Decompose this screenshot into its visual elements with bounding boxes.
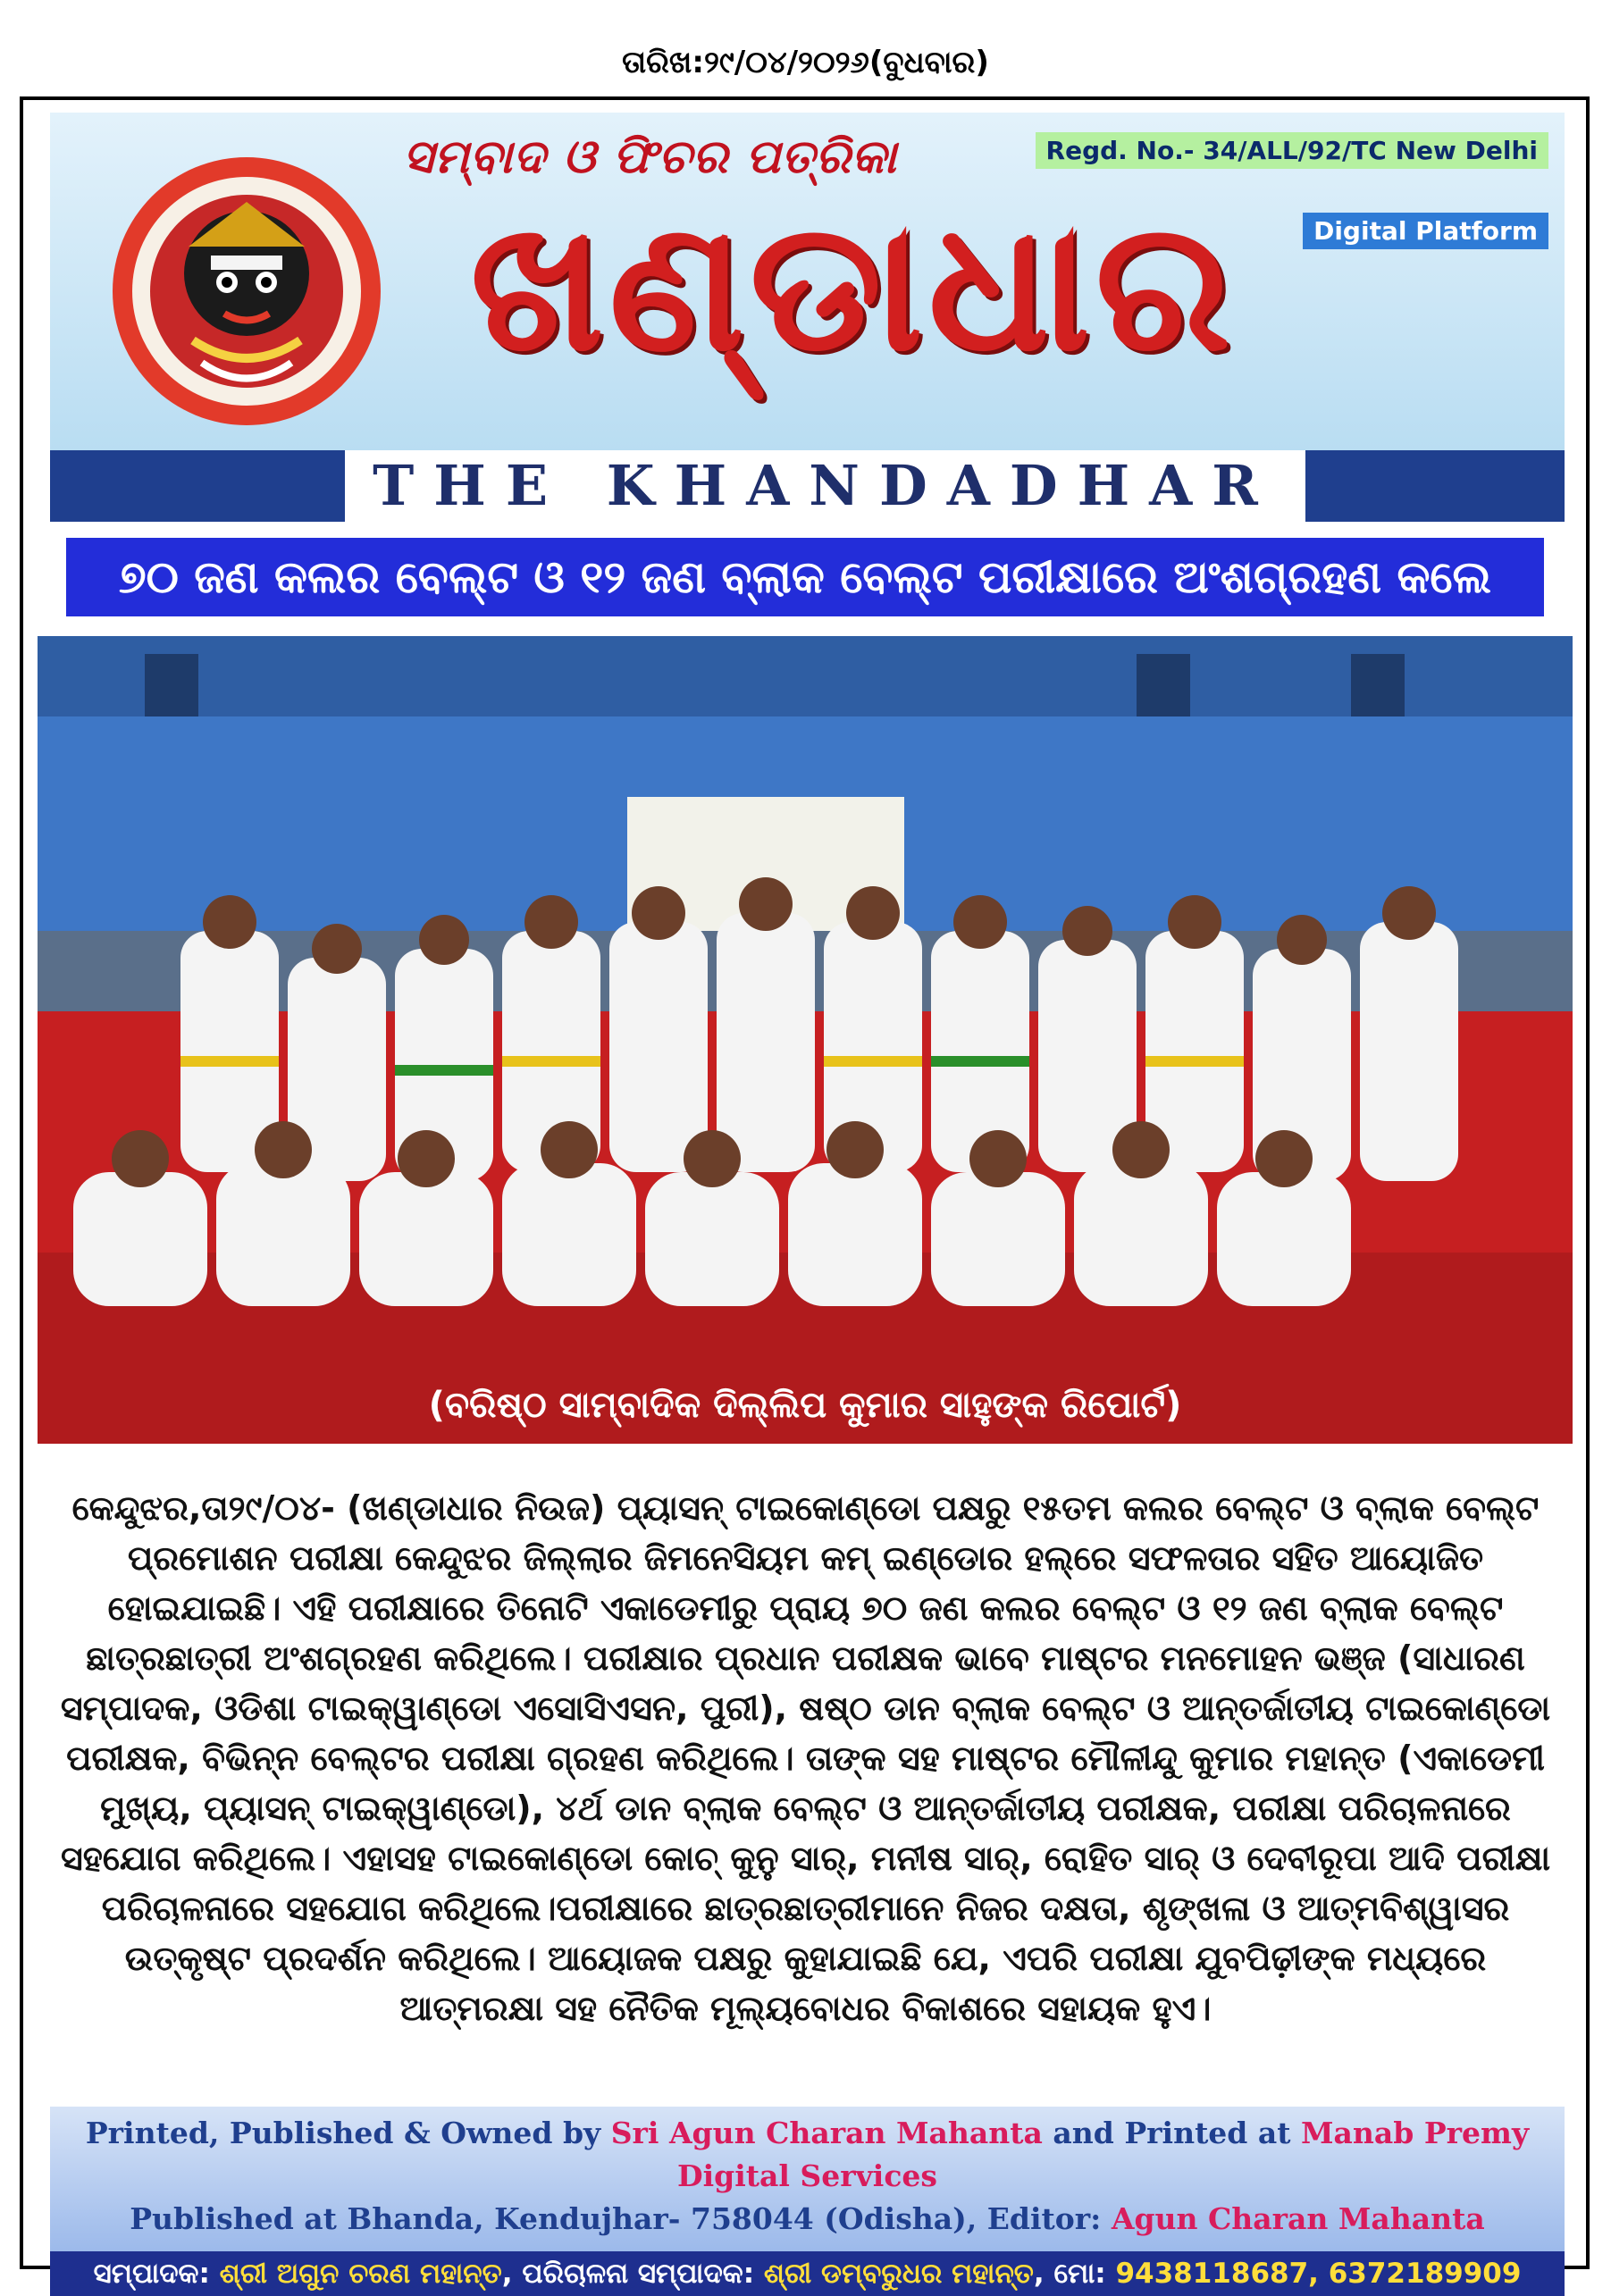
registration-badge: Regd. No.- 34/ALL/92/TC New Delhi (1036, 132, 1548, 169)
imprint-line-1 (50, 2112, 1565, 2198)
phone-label: , ମୋ: (1033, 2258, 1116, 2290)
headline: ୭୦ ଜଣ କଲର ବେଲ୍ଟ ଓ ୧୨ ଜଣ ବ୍ଲାକ ବେଲ୍ଟ ପରୀକ୍ଷାରେ ଅଂଶଗ୍ରହଣ କଲେ (66, 538, 1544, 616)
printed-mid: and Printed at (1042, 2116, 1301, 2150)
english-name-band (50, 450, 1565, 522)
group-photo-image (38, 636, 1573, 1444)
deity-logo-icon (104, 148, 390, 434)
editor-label: ସମ୍ପାଦକ: (93, 2258, 220, 2290)
phone-numbers: 9438118687, 6372189909 (1115, 2258, 1522, 2290)
masthead (50, 113, 1565, 450)
digital-platform-badge: Digital Platform (1303, 213, 1548, 249)
imprint-line-2 (50, 2198, 1565, 2241)
manager-odia-name: ଶ୍ରୀ ଡମ୍ବରୁଧର ମହାନ୍ତ (763, 2258, 1034, 2290)
tagline: ସମ୍ବାଦ ଓ ଫିଚର ପତ୍ରିକା (403, 130, 898, 184)
published-prefix: Published at Bhanda, Kendujhar- 758044 (Odisha), Editor: (130, 2201, 1112, 2236)
editor-odia-name: ଶ୍ରୀ ଅଗୁନ ଚରଣ ମହାନ୍ତ (219, 2258, 502, 2290)
date-line: ତାରିଖ:୨୯/୦୪/୨୦୨୬(ବୁଧବାର) (622, 45, 989, 80)
photo-caption: (ବରିଷ୍ଠ ସାମ୍ବାଦିକ ଦିଲ୍ଲିପ କୁମାର ସାହୁଙ୍କ ରିପୋର୍ଟ) (428, 1385, 1182, 1426)
article-body: କେନ୍ଦୁଝର,ତା୨୯/୦୪- (ଖଣ୍ଡାଧାର ନିଉଜ) ପ୍ୟାସନ୍ ଟାଇକୋଣ୍ଡୋ ପକ୍ଷରୁ ୧୫ତମ କଲର ବେଲ୍ଟ ଓ ବ୍ଲାକ ବେଲ୍ଟ ପ୍ରମୋଶନ ପରୀକ୍ଷା କେନ୍ଦୁଝର ଜିଲ୍ଲାର ଜିମନେସିୟମ କମ୍ ଇଣ୍ଡୋର ହଲ୍‌ରେ ସଫଳତାର ସହିତ ଆୟୋଜିତ ହୋଇଯାଇଛି। ଏହି ପରୀକ୍ଷାରେ ତିନୋଟି ଏକାଡେମୀରୁ ପ୍ରାୟ ୭୦ ଜଣ କଲର ବେଲ୍ଟ ଓ ୧୨ ଜଣ ବ୍ଲାକ ବେଲ୍ଟ ଛାତ୍ରଛାତ୍ରୀ ଅଂଶଗ୍ରହଣ କରିଥିଲେ। ପରୀକ୍ଷାର ପ୍ରଧାନ ପରୀକ୍ଷକ ଭାବେ ମାଷ୍ଟର ମନମୋହନ ଭଞ୍ଜ (ସାଧାରଣ ସମ୍ପାଦକ, ଓଡିଶା ଟାଇକ୍ୱାଣ୍ଡୋ ଏସୋସିଏସନ, ପୁରୀ), ଷଷ୍ଠ ଡାନ ବ୍ଲାକ ବେଲ୍ଟ ଓ ଆନ୍ତର୍ଜାତୀୟ ଟାଇକୋଣ୍ଡୋ ପରୀକ୍ଷକ, ବିଭିନ୍ନ ବେଲ୍ଟର ପରୀକ୍ଷା ଗ୍ରହଣ କରିଥିଲେ। ତାଙ୍କ ସହ ମାଷ୍ଟର ମୌଳୀନ୍ଦୁ କୁମାର ମହାନ୍ତ (ଏକାଡେମୀ ମୁଖ୍ୟ, ପ୍ୟାସନ୍ ଟାଇକ୍ୱାଣ୍ଡୋ), ୪ର୍ଥ ଡାନ ବ୍ଲାକ ବେଲ୍ଟ ଓ ଆନ୍ତର୍ଜାତୀୟ ପରୀକ୍ଷକ, ପରୀକ୍ଷା ପରିଚାଳନାରେ ସହଯୋଗ କରିଥିଲେ। ଏହାସହ ଟାଇକୋଣ୍ଡୋ କୋଚ୍ କୁନୁ ସାର୍, ମନୀଷ ସାର୍, ରୋହିତ ସାର୍ ଓ ଦେବୀରୂପା ଆଦି ପରୀକ୍ଷା ପରିଚାଳନାରେ ସହଯୋଗ କରିଥିଲେ।ପରୀକ୍ଷାରେ ଛାତ୍ରଛାତ୍ରୀମାନେ ନିଜର ଦକ୍ଷତା, ଶୃଙ୍ଖଳା ଓ ଆତ୍ମବିଶ୍ୱାସର ଉତ୍କୃଷ୍ଟ ପ୍ରଦର୍ଶନ କରିଥିଲେ। ଆୟୋଜକ ପକ୍ଷରୁ କୁହାଯାଇଛି ଯେ, ଏପରି ପରୀକ୍ଷା ଯୁବପିଢ଼ୀଙ୍କ ମଧ୍ୟରେ ଆତ୍ମରକ୍ଷା ସହ ନୈତିକ ମୂଲ୍ୟବୋଧର ବିକାଶରେ ସହାୟକ ହୁଏ। (60, 1488, 1551, 2028)
printer-name: Manab Premy Digital Services (676, 2116, 1530, 2193)
imprint-line-3 (50, 2251, 1565, 2296)
news-photo (38, 636, 1573, 1444)
owner-name: Sri Agun Charan Mahanta (610, 2116, 1043, 2150)
printed-prefix: Printed, Published & Owned by (85, 2116, 611, 2150)
manager-label: , ପରିଚାଳନା ସମ୍ପାଦକ: (501, 2258, 764, 2290)
imprint-footer (50, 2107, 1565, 2290)
editor-name: Agun Charan Mahanta (1111, 2201, 1485, 2236)
newspaper-name: ଖଣ୍ଡାଧାର (470, 183, 1237, 391)
english-name: THE KHANDADHAR (345, 450, 1305, 522)
